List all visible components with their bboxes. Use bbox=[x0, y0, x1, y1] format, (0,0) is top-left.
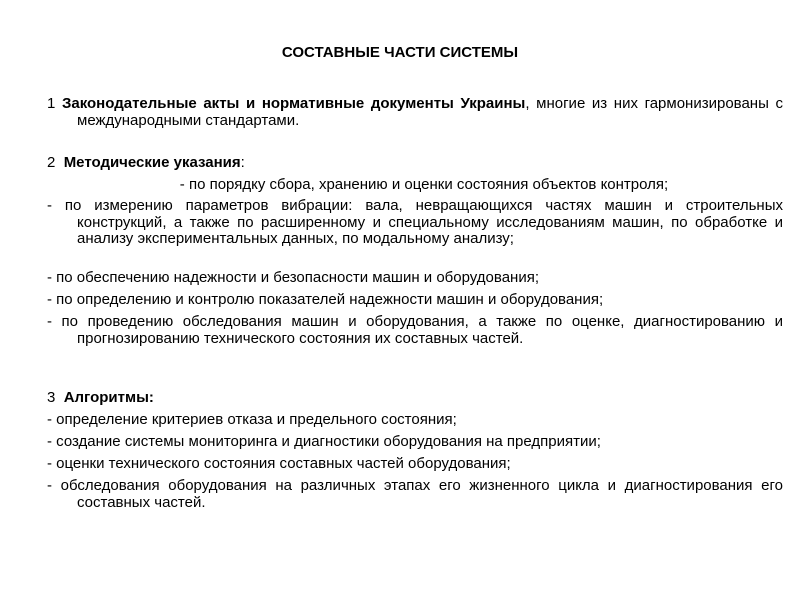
list-item: - по порядку сбора, хранению и оценки состояния объектов контроля; bbox=[179, 176, 669, 193]
section-1-number: 1 bbox=[47, 95, 56, 112]
section-1 bbox=[47, 96, 783, 129]
section-1-text: , многие из них гармонизированы с международными стандартами. bbox=[77, 95, 783, 129]
section-2-number: 2 bbox=[47, 154, 56, 171]
section-2-heading-line bbox=[47, 155, 753, 172]
section-1-heading: Законодательные акты и нормативные документы Украины bbox=[61, 95, 526, 112]
page-title: СОСТАВНЫЕ ЧАСТИ СИСТЕМЫ bbox=[281, 44, 519, 61]
section-2-colon: : bbox=[240, 154, 245, 171]
section-3-heading: Алгоритмы: bbox=[63, 389, 154, 406]
list-item: - обследования оборудования на различных этапах его жизненного цикла и диагностирования его составных частей. bbox=[47, 477, 783, 511]
section-3-number: 3 bbox=[47, 389, 56, 406]
list-item: - создание системы мониторинга и диагностики оборудования на предприятии; bbox=[47, 433, 601, 450]
list-item: - определение критериев отказа и предельного состояния; bbox=[47, 411, 457, 428]
section-2-heading: Методические указания bbox=[63, 154, 241, 171]
list-item: - по измерению параметров вибрации: вала, невращающихся частях машин и строительных конструкций, а также по расширенному и специальному исследованиям машин, по обработке и анализу экспериментальных данных, по модальному анализу; bbox=[47, 197, 783, 247]
list-item: - оценки технического состояния составных частей оборудования; bbox=[47, 455, 511, 472]
section-3-heading-line bbox=[47, 390, 753, 407]
list-item: - по определению и контролю показателей надежности машин и оборудования; bbox=[47, 291, 604, 308]
list-item: - по обеспечению надежности и безопасности машин и оборудования; bbox=[47, 269, 539, 286]
list-item: - по проведению обследования машин и оборудования, а также по оценке, диагностированию и прогнозированию технического состояния их составных частей. bbox=[47, 313, 783, 347]
